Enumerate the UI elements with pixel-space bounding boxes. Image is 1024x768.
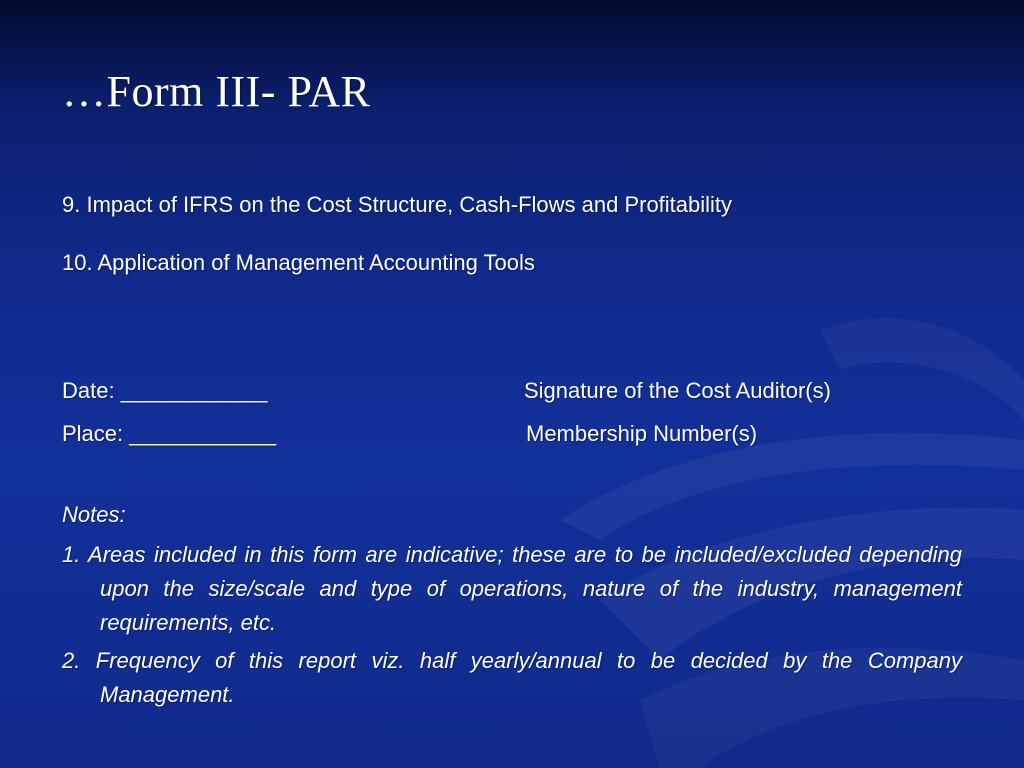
membership-number-label: Membership Number(s) <box>526 421 758 446</box>
notes-heading: Notes: <box>62 502 126 527</box>
item-10-management-accounting-tools: 10. Application of Management Accounting Tools <box>62 250 535 275</box>
signature-label: Signature of the Cost Auditor(s) <box>524 378 831 403</box>
place-field-line: Place: ____________ <box>62 421 277 446</box>
notes-section <box>62 500 962 716</box>
slide-title: …Form III- PAR <box>62 67 371 116</box>
date-field-line: Date: ____________ <box>62 378 268 403</box>
item-9-ifrs-impact: 9. Impact of IFRS on the Cost Structure, Cash-Flows and Profitability <box>62 192 733 217</box>
note-2: 2. Frequency of this report viz. half yearly/annual to be decided by the Company Management. <box>62 648 962 707</box>
note-1: 1. Areas included in this form are indicative; these are to be included/excluded depending upon the size/scale and type of operations, nature of the industry, management requirements, etc. <box>62 542 962 635</box>
